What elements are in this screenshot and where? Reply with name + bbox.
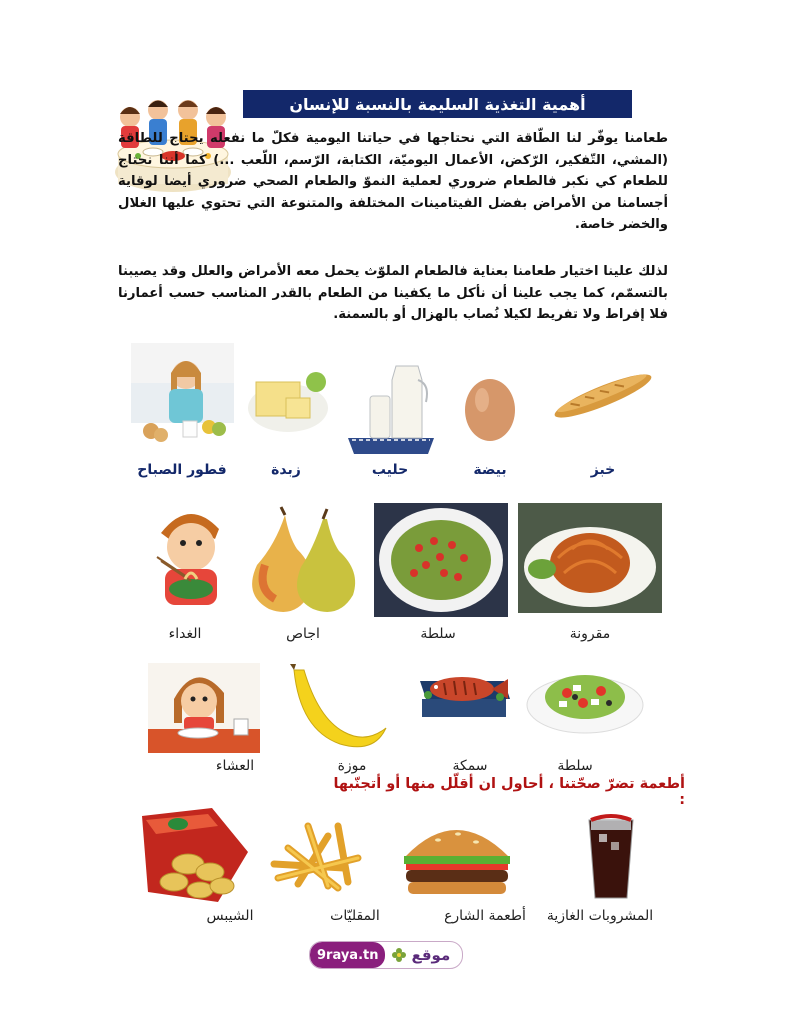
label-salad-2: سلطة [557,758,593,774]
label-milk: حليب [371,462,409,478]
label-soda: المشروبات الغازية [546,908,654,924]
label-butter: زبدة [271,462,301,478]
site-logo[interactable] [309,941,463,969]
fries-icon [268,818,368,894]
lunch-boy-icon [147,503,233,615]
intro-paragraph-1: طعامنا يوفّر لنا الطّاقة التي نحتاجها في حياتنا اليومية فكلّ ما نفعله يحتاج للطاقة (المشي، التّفكير، الرّكض، الأعمال اليوميّة، الكتابة، الرّسم، اللّعب ...) كما أننا نحتاج للطعام كي نكبر فالطعام ضروري لعملية النموّ والطعام الصحي ضروري أيضا لوقاية أجسامنا من الأمراض بفضل الفيتامينات المختلفة والمتنوعة التي تحتوي عليها الغلال والخضر خاصة. [118,131,668,232]
label-banana: موزة [337,758,367,774]
label-lunch: الغداء [168,626,202,642]
logo-site-text: 9raya.tn [310,942,385,968]
label-fried-food: المقليّات [330,908,380,924]
dinner-girl-icon [148,663,260,753]
flower-icon [391,947,407,963]
milk-icon [348,356,434,454]
bread-icon [548,365,658,427]
salad-plate-icon [525,657,645,737]
soda-icon [581,812,641,902]
fish-icon [416,663,512,725]
logo-arabic-text: موقع [411,946,451,964]
egg-icon [462,372,518,442]
label-salad: سلطة [420,626,456,642]
salad-icon [374,503,508,617]
label-pears: اجاص [286,626,320,642]
chips-icon [138,806,252,906]
banana-icon [286,660,390,756]
label-chips: الشيبس [206,908,254,924]
label-breakfast: فطور الصباح [137,462,227,478]
pears-icon [245,505,363,619]
label-egg: بيضة [473,462,507,478]
breakfast-girl-icon [131,343,234,452]
harmful-foods-heading: أطعمة تضرّ صحّتنا ، أحاول ان أقلّل منها أو أتجنّبها : [333,776,685,808]
page-title: أهمية التغذية السليمة بالنسبة للإنسان [243,90,632,118]
label-street-food: أطعمة الشارع [444,908,526,924]
butter-icon [246,368,330,434]
label-fish: سمكة [452,758,488,774]
label-pasta: مقرونة [569,626,611,642]
burger-icon [398,818,516,900]
label-dinner: العشاء [215,758,255,774]
label-bread: خبز [590,462,616,478]
intro-paragraph-2: لذلك علينا اختيار طعامنا بعناية فالطعام الملوّث يحمل معه الأمراض والعلل وقد يصيبنا بالتسمّم، كما يجب علينا أن نأكل ما يكفينا من الطعام بالقدر المناسب حسب أعمارنا فلا إفراط ولا تفريط لكيلا نُصاب بالهزال أو بالسمنة. [118,264,668,322]
pasta-icon [518,503,662,613]
